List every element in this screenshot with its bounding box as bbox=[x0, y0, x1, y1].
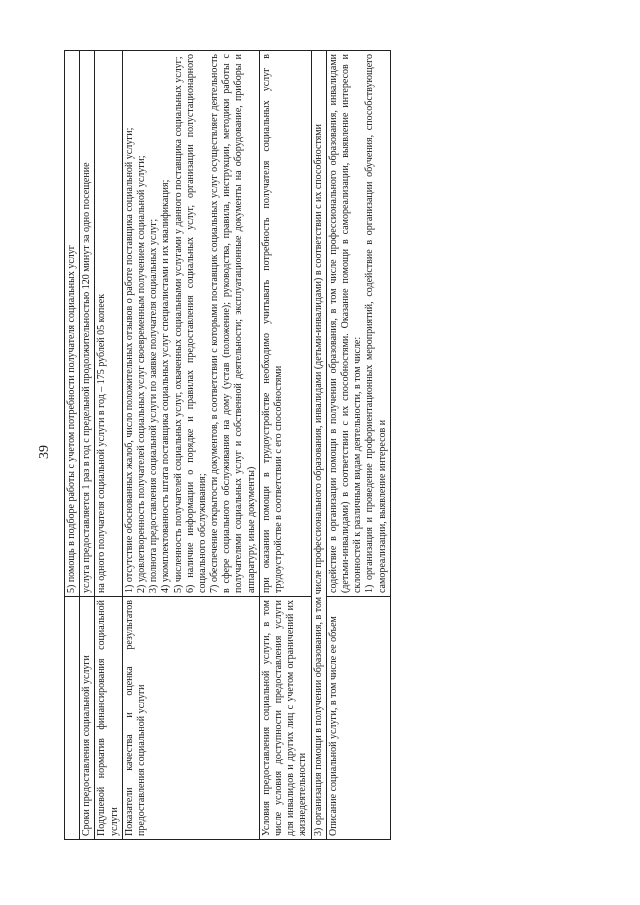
table-row bbox=[326, 51, 390, 840]
value-item: 4) укомплектованность штата поставщика социальных услуг специалистами и их квалификация; bbox=[160, 179, 172, 593]
value-item: 7) обеспечение открытости документов, в соответствии с которыми поставщик социальных услуг осуществляет деятельность в сфере социального обслуживания на дому (устав (положение); руководства, правила, инструкции, методики работы с получателями социальных услуг и собственной деятельности; эксплуатационные документы на оборудование, приборы и аппаратуру, иные документы) bbox=[209, 54, 257, 593]
row-label-cell: Сроки предоставления социальной услуги bbox=[80, 597, 95, 840]
value-item: 5) помощь в подборе работы с учетом потребности получателя социальных услуг bbox=[66, 245, 77, 593]
value-item: услуга предоставляется 1 раз в год с предельной продолжительностью 120 минут за одно посещение bbox=[81, 162, 93, 593]
table-row bbox=[95, 51, 122, 840]
table-row bbox=[65, 51, 80, 840]
row-value-cell bbox=[80, 51, 95, 597]
section-heading-cell: 3) организация помощи в получении образования, в том числе профессионального образования, инвалидами (детьми-инвалидами) в соответствии с их способностями bbox=[311, 51, 326, 840]
row-value-cell bbox=[326, 51, 390, 597]
row-value-cell bbox=[95, 51, 122, 597]
service-table bbox=[64, 50, 391, 840]
table-row bbox=[80, 51, 95, 840]
value-item: 1) отсутствие обоснованных жалоб, число положительных отзывов о работе поставщика социальной услуги; bbox=[123, 127, 135, 593]
value-item: 5) численность получателей социальных услуг, охваченных социальными услугами у данного поставщика социальных услуг; bbox=[172, 56, 184, 593]
row-value-cell bbox=[259, 51, 311, 597]
rotated-sheet bbox=[64, 50, 512, 840]
row-value-cell bbox=[65, 51, 80, 597]
row-label-cell: Показатели качества и оценка результатов предоставления социальной услуги bbox=[122, 597, 259, 840]
table-row bbox=[122, 51, 259, 840]
value-item: при оказании помощи в трудоустройстве необходимо учитывать потребность получателя социальных услуг в трудоустройстве в соответствии с его способностями bbox=[260, 54, 284, 593]
row-label-cell: Подушевой норматив финансирования социальной услуги bbox=[95, 597, 122, 840]
page-number: 39 bbox=[37, 445, 52, 459]
value-item: на одного получателя социальной услуги в год – 175 рублей 05 копеек bbox=[96, 293, 108, 593]
row-label-cell: Описание социальной услуги, в том числе ее объем bbox=[326, 597, 390, 840]
row-value-cell bbox=[122, 51, 259, 597]
table-row bbox=[259, 51, 311, 840]
table-row bbox=[311, 51, 326, 840]
value-item: 3) полнота предоставления социальной услуги по заявке получателя социальных услуг; bbox=[148, 218, 160, 593]
service-table-body bbox=[65, 51, 391, 840]
value-item: содействие в организации помощи в получении образования, в том числе профессионального образования, инвалидами (детьми-инвалидами) в соответствии с их способностями. Оказание помощи в самореализации, выявление интересов и склонностей к различным видам деятельности, в том числе: bbox=[327, 54, 364, 593]
row-label-cell bbox=[65, 597, 80, 840]
value-item: 6) наличие информации о порядке и правилах предоставления социальных услуг, организации полустационарного социального обслуживания; bbox=[184, 54, 208, 593]
row-label-cell: Условия предоставления социальной услуги, в том числе условия доступности предоставления услуги для инвалидов и других лиц с учетом ограничений их жизнедеятельности bbox=[259, 597, 311, 840]
value-item: 1) организация и проведение профориентационных мероприятий, содействие в организации обучения, способствующего самореализации, выявление интересов и bbox=[364, 54, 388, 593]
value-item: 2) удовлетворенность получателей социальных услуг своевременным получением социальной услуги; bbox=[135, 155, 147, 593]
